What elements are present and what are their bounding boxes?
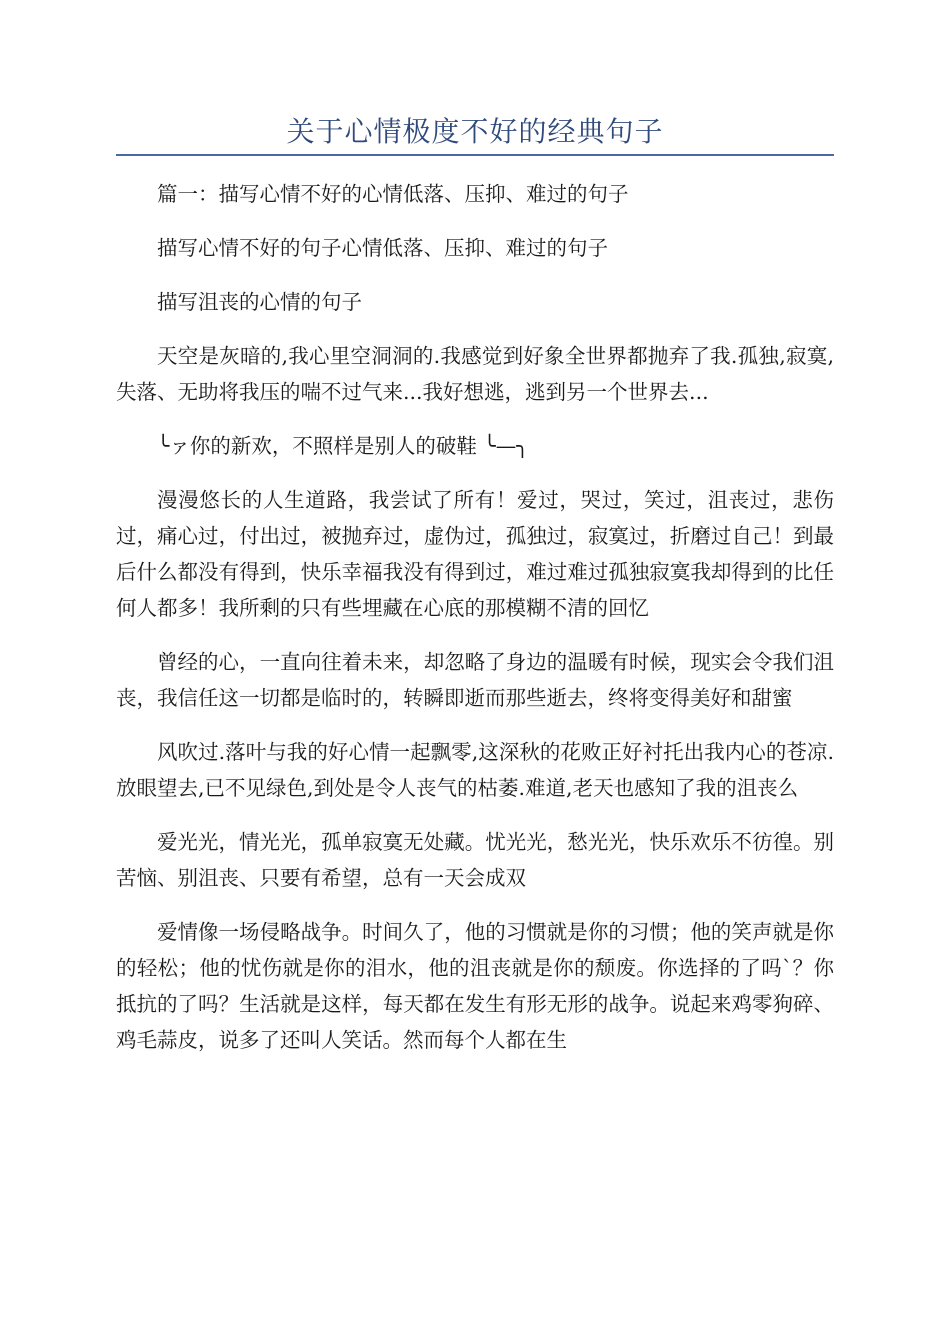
paragraph: 漫漫悠长的人生道路，我尝试了所有！爱过，哭过，笑过，沮丧过，悲伤过，痛心过，付出过，被抛弃过，虚伪过，孤独过，寂寞过，折磨过自己！到最后什么都没有得到，快乐幸福我没有得到过，难过难过孤独寂寞我却得到的比任何人都多！我所剩的只有些埋藏在心底的那模糊不清的回忆 xyxy=(116,488,834,620)
paragraph: 曾经的心，一直向往着未来，却忽略了身边的温暖有时候，现实会令我们沮丧，我信任这一切都是临时的，转瞬即逝而那些逝去，终将变得美好和甜蜜 xyxy=(116,650,834,710)
paragraph: 风吹过.落叶与我的好心情一起飘零,这深秋的花败正好衬托出我内心的苍凉.放眼望去,已不见绿色,到处是令人丧气的枯萎.难道,老天也感知了我的沮丧么 xyxy=(116,740,834,800)
paragraph-subheading: 描写心情不好的句子心情低落、压抑、难过的句子 xyxy=(157,236,608,260)
paragraph-quote: ╰ァ你的新欢，不照样是别人的破鞋 ╰—╮ xyxy=(157,434,529,458)
paragraph-subheading: 描写沮丧的心情的句子 xyxy=(157,290,362,314)
paragraph-section-heading: 篇一：描写心情不好的心情低落、压抑、难过的句子 xyxy=(157,182,629,206)
title-divider xyxy=(116,154,834,156)
document-body xyxy=(116,176,834,1076)
paragraph: 爱光光，情光光，孤单寂寞无处藏。忧光光，愁光光，快乐欢乐不彷徨。别苦恼、别沮丧、只要有希望，总有一天会成双 xyxy=(116,830,834,890)
paragraph: 爱情像一场侵略战争。时间久了，他的习惯就是你的习惯；他的笑声就是你的轻松；他的忧伤就是你的泪水，他的沮丧就是你的颓废。你选择的了吗`？你抵抗的了吗？生活就是这样，每天都在发生有形无形的战争。说起来鸡零狗碎、鸡毛蒜皮，说多了还叫人笑话。然而每个人都在生 xyxy=(116,920,834,1052)
document-title: 关于心情极度不好的经典句子 xyxy=(286,115,664,148)
paragraph: 天空是灰暗的,我心里空洞洞的.我感觉到好象全世界都抛弃了我.孤独,寂寞,失落、无助将我压的喘不过气来...我好想逃，逃到另一个世界去... xyxy=(116,344,834,404)
